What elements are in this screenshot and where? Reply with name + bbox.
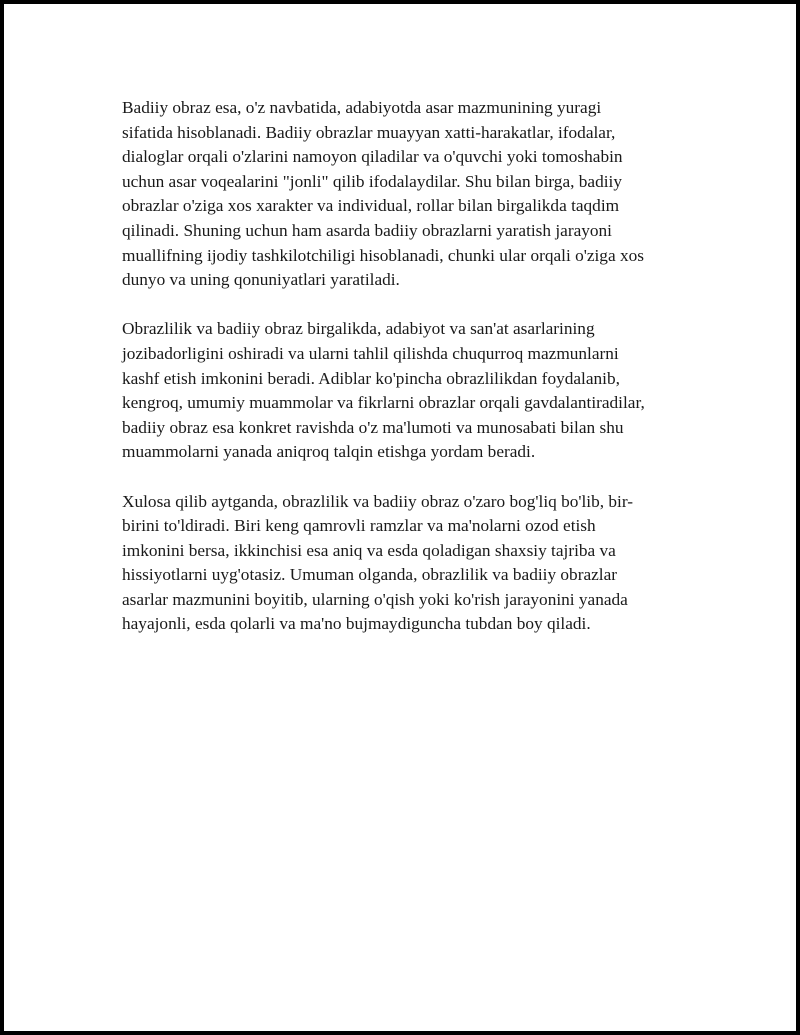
text-line: uchun asar voqealarini "jonli" qilib ifodalaydilar. Shu bilan birga, badiiy: [122, 171, 622, 191]
paragraph-3: [122, 490, 692, 638]
text-line: muammolarni yanada aniqroq talqin etishga yordam beradi.: [122, 442, 536, 462]
text-line: badiiy obraz esa konkret ravishda o'z ma'lumoti va munosabati bilan shu: [122, 417, 624, 437]
text-line: jozibadorligini oshiradi va ularni tahlil qilishda chuqurroq mazmunlarni: [122, 343, 619, 363]
text-line: muallifning ijodiy tashkilotchiligi hisoblanadi, chunki ular orqali o'ziga xos: [122, 245, 644, 265]
document-body: [122, 96, 692, 662]
text-line: asarlar mazmunini boyitib, ularning o'qish yoki ko'rish jarayonini yanada: [122, 589, 628, 609]
text-line: dialoglar orqali o'zlarini namoyon qiladilar va o'quvchi yoki tomoshabin: [122, 147, 623, 167]
text-line: kengroq, umumiy muammolar va fikrlarni obrazlar orqali gavdalantiradilar,: [122, 393, 645, 413]
text-line: kashf etish imkonini beradi. Adiblar ko'pincha obrazlilikdan foydalanib,: [122, 368, 620, 388]
text-line: Badiiy obraz esa, o'z navbatida, adabiyotda asar mazmunining yuragi: [122, 98, 602, 117]
text-line: birini to'ldiradi. Biri keng qamrovli ramzlar va ma'nolarni ozod etish: [122, 516, 596, 536]
text-line: Obrazlilik va badiiy obraz birgalikda, adabiyot va san'at asarlarining: [122, 319, 595, 339]
text-line: obrazlar o'ziga xos xarakter va individual, rollar bilan birgalikda taqdim: [122, 196, 620, 216]
text-line: dunyo va uning qonuniyatlari yaratiladi.: [122, 270, 400, 290]
text-line: imkonini bersa, ikkinchisi esa aniq va esda qoladigan shaxsiy tajriba va: [122, 540, 616, 560]
text-line: hissiyotlarni uyg'otasiz. Umuman olganda, obrazlilik va badiiy obrazlar: [122, 565, 618, 585]
paragraph-1: [122, 96, 692, 293]
paragraph-2: [122, 317, 692, 465]
text-line: hayajonli, esda qolarli va ma'no bujmaydiguncha tubdan boy qiladi.: [122, 614, 591, 634]
text-line: sifatida hisoblanadi. Badiiy obrazlar muayyan xatti-harakatlar, ifodalar,: [122, 122, 616, 142]
text-line: qilinadi. Shuning uchun ham asarda badiiy obrazlarni yaratish jarayoni: [122, 220, 612, 240]
text-line: Xulosa qilib aytganda, obrazlilik va badiiy obraz o'zaro bog'liq bo'lib, bir-: [122, 491, 633, 511]
